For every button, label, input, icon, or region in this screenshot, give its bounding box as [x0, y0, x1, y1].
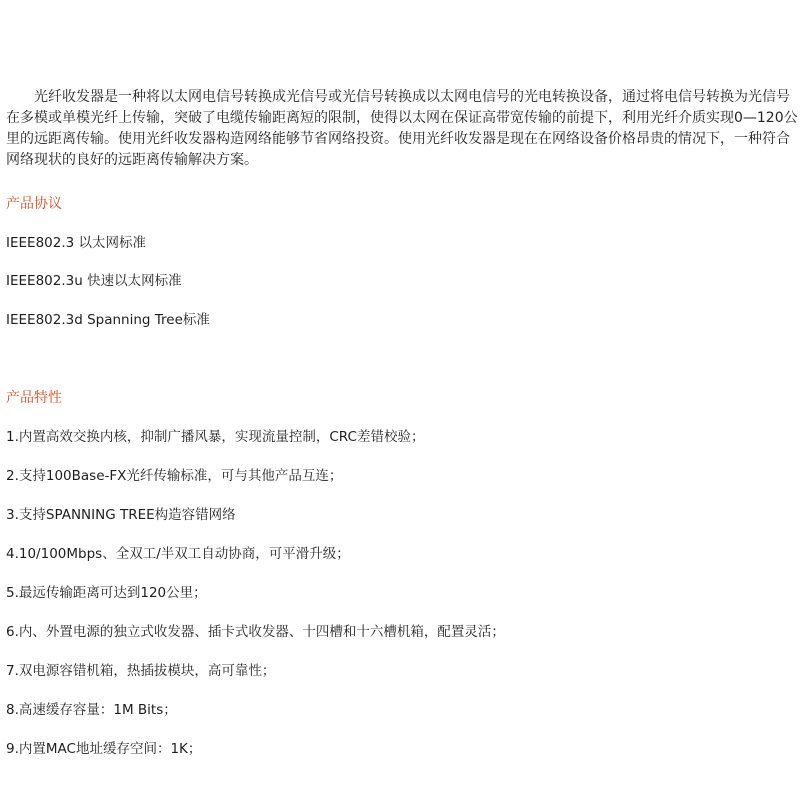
feature-item: 5.最远传输距离可达到120公里；	[6, 585, 207, 601]
intro-paragraph: 光纤收发器是一种将以太网电信号转换成光信号或光信号转换成以太网电信号的光电转换设备，通过将电信号转换为光信号在多模或单模光纤上传输，突破了电缆传输距离短的限制，使得以太网在保证高带宽传输的前提下，利用光纤介质实现0—120公里的远距离传输。使用光纤收发器构造网络能够节省网络投资。使用光纤收发器是现在在网络设备价格昂贵的情况下，一种符合网络现状的良好的远距离传输解决方案。	[6, 89, 798, 168]
features-heading: 产品特性	[6, 390, 62, 406]
feature-item: 3.支持SPANNING TREE构造容错网络	[6, 507, 236, 523]
feature-item: 9.内置MAC地址缓存空间：1K；	[6, 741, 202, 757]
feature-item: 7.双电源容错机箱，热插拔模块，高可靠性；	[6, 663, 276, 679]
protocol-item: IEEE802.3 以太网标准	[6, 235, 147, 251]
protocol-item: IEEE802.3u 快速以太网标准	[6, 273, 182, 289]
feature-item: 1.内置高效交换内核，抑制广播风暴，实现流量控制，CRC差错校验；	[6, 429, 425, 445]
feature-item: 2.支持100Base-FX光纤传输标准，可与其他产品互连；	[6, 468, 343, 484]
protocol-item: IEEE802.3d Spanning Tree标准	[6, 312, 210, 328]
feature-item: 4.10/100Mbps、全双工/半双工自动协商，可平滑升级；	[6, 546, 350, 562]
feature-item: 8.高速缓存容量：1M Bits；	[6, 702, 177, 718]
feature-item: 6.内、外置电源的独立式收发器、插卡式收发器、十四槽和十六槽机箱，配置灵活；	[6, 624, 505, 640]
protocols-heading: 产品协议	[6, 196, 62, 212]
